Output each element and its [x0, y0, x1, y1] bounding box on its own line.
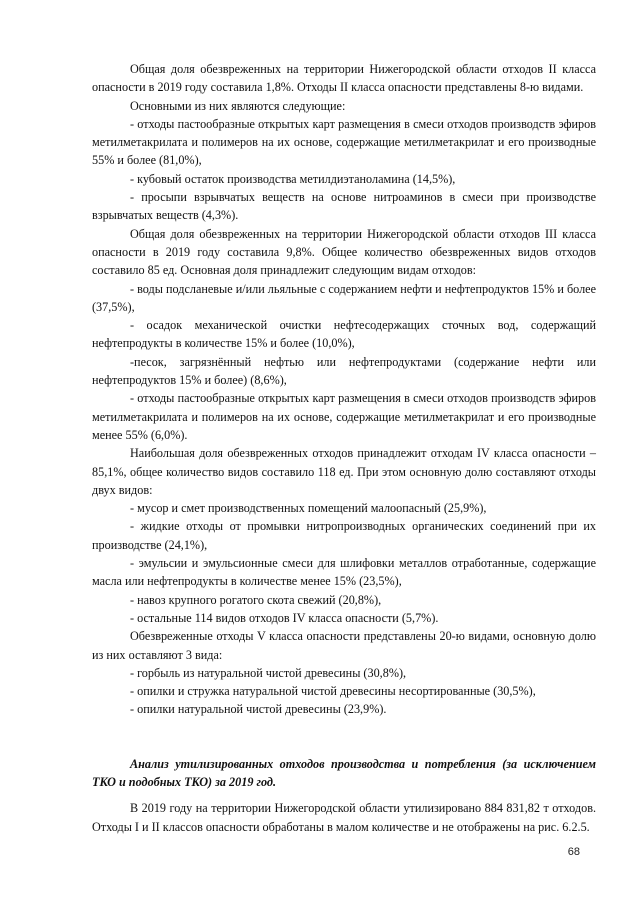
section-heading: Анализ утилизированных отходов производства и потребления (за исключением ТКО и подобных ТКО) за 2019 год.: [92, 756, 596, 789]
list-item: - опилки и стружка натуральной чистой древесины несортированные (30,5%),: [130, 684, 536, 699]
list-item: - остальные 114 видов отходов IV класса опасности (5,7%).: [130, 610, 439, 625]
list-item: - отходы пастообразные открытых карт размещения в смеси отходов производств эфиров метилметакрилата и полимеров на их основе, содержащие метилметакрилат и его производные менее 55% (6,0%).: [92, 391, 596, 442]
page-number: 68: [567, 846, 580, 858]
paragraph: Наибольшая доля обезвреженных отходов принадлежит отходам IV класса опасности – 85,1%, общее количество видов составило 118 ед. При этом основную долю составляют отходы двух видов:: [92, 446, 596, 497]
list-item: - эмульсии и эмульсионные смеси для шлифовки металлов отработанные, содержащие масла или нефтепродукты в количестве менее 15% (23,5%),: [92, 556, 596, 589]
list-item: - опилки натуральной чистой древесины (23,9%).: [130, 702, 387, 717]
paragraph: Общая доля обезвреженных на территории Нижегородской области отходов III класса опасности в 2019 году составила 9,8%. Общее количество обезвреженных видов отходов составило 85 ед. Основная доля принадлежит следующим видам отходов:: [92, 226, 596, 278]
blank-line: [92, 791, 596, 799]
paragraph: В 2019 году на территории Нижегородской области утилизировано 884 831,82 т отходов. Отходы I и II классов опасности обработаны в малом количестве и не отображены на рис. 6.2.5.: [92, 801, 596, 834]
list-item: - жидкие отходы от промывки нитропроизводных органических соединений при их производстве (24,1%),: [92, 519, 596, 552]
list-item: - мусор и смет производственных помещений малоопасный (25,9%),: [130, 501, 487, 516]
list-item: - осадок механической очистки нефтесодержащих сточных вод, содержащий нефтепродукты в количестве 15% и более (10,0%),: [92, 318, 596, 351]
paragraph: Обезвреженные отходы V класса опасности представлены 20-ю видами, основную долю из них оставляют 3 вида:: [92, 629, 596, 662]
paragraph: Общая доля обезвреженных на территории Нижегородской области отходов II класса опасности в 2019 году составила 1,8%. Отходы II класса опасности представлены 8-ю видами.: [92, 62, 596, 95]
blank-line: [92, 719, 596, 737]
list-item: - отходы пастообразные открытых карт размещения в смеси отходов производств эфиров метилметакрилата и полимеров на их основе, содержащие метилметакрилат и его производные 55% и более (81,0%),: [92, 116, 596, 168]
list-item: - воды подсланевые и/или льяльные с содержанием нефти и нефтепродуктов 15% и более (37,5%),: [92, 281, 596, 314]
page-content: [92, 60, 596, 836]
list-item: - кубовый остаток производства метилдиэтаноламина (14,5%),: [130, 171, 456, 186]
list-item: - горбыль из натуральной чистой древесины (30,8%),: [130, 665, 407, 680]
list-item: - навоз крупного рогатого скота свежий (20,8%),: [130, 592, 382, 607]
list-item: - просыпи взрывчатых веществ на основе нитроаминов в смеси при производстве взрывчатых веществ (4,3%).: [92, 190, 596, 223]
list-item: -песок, загрязнённый нефтью или нефтепродуктами (содержание нефти или нефтепродуктов 15% и более) (8,6%),: [92, 354, 596, 388]
paragraph: Основными из них являются следующие:: [130, 98, 346, 113]
